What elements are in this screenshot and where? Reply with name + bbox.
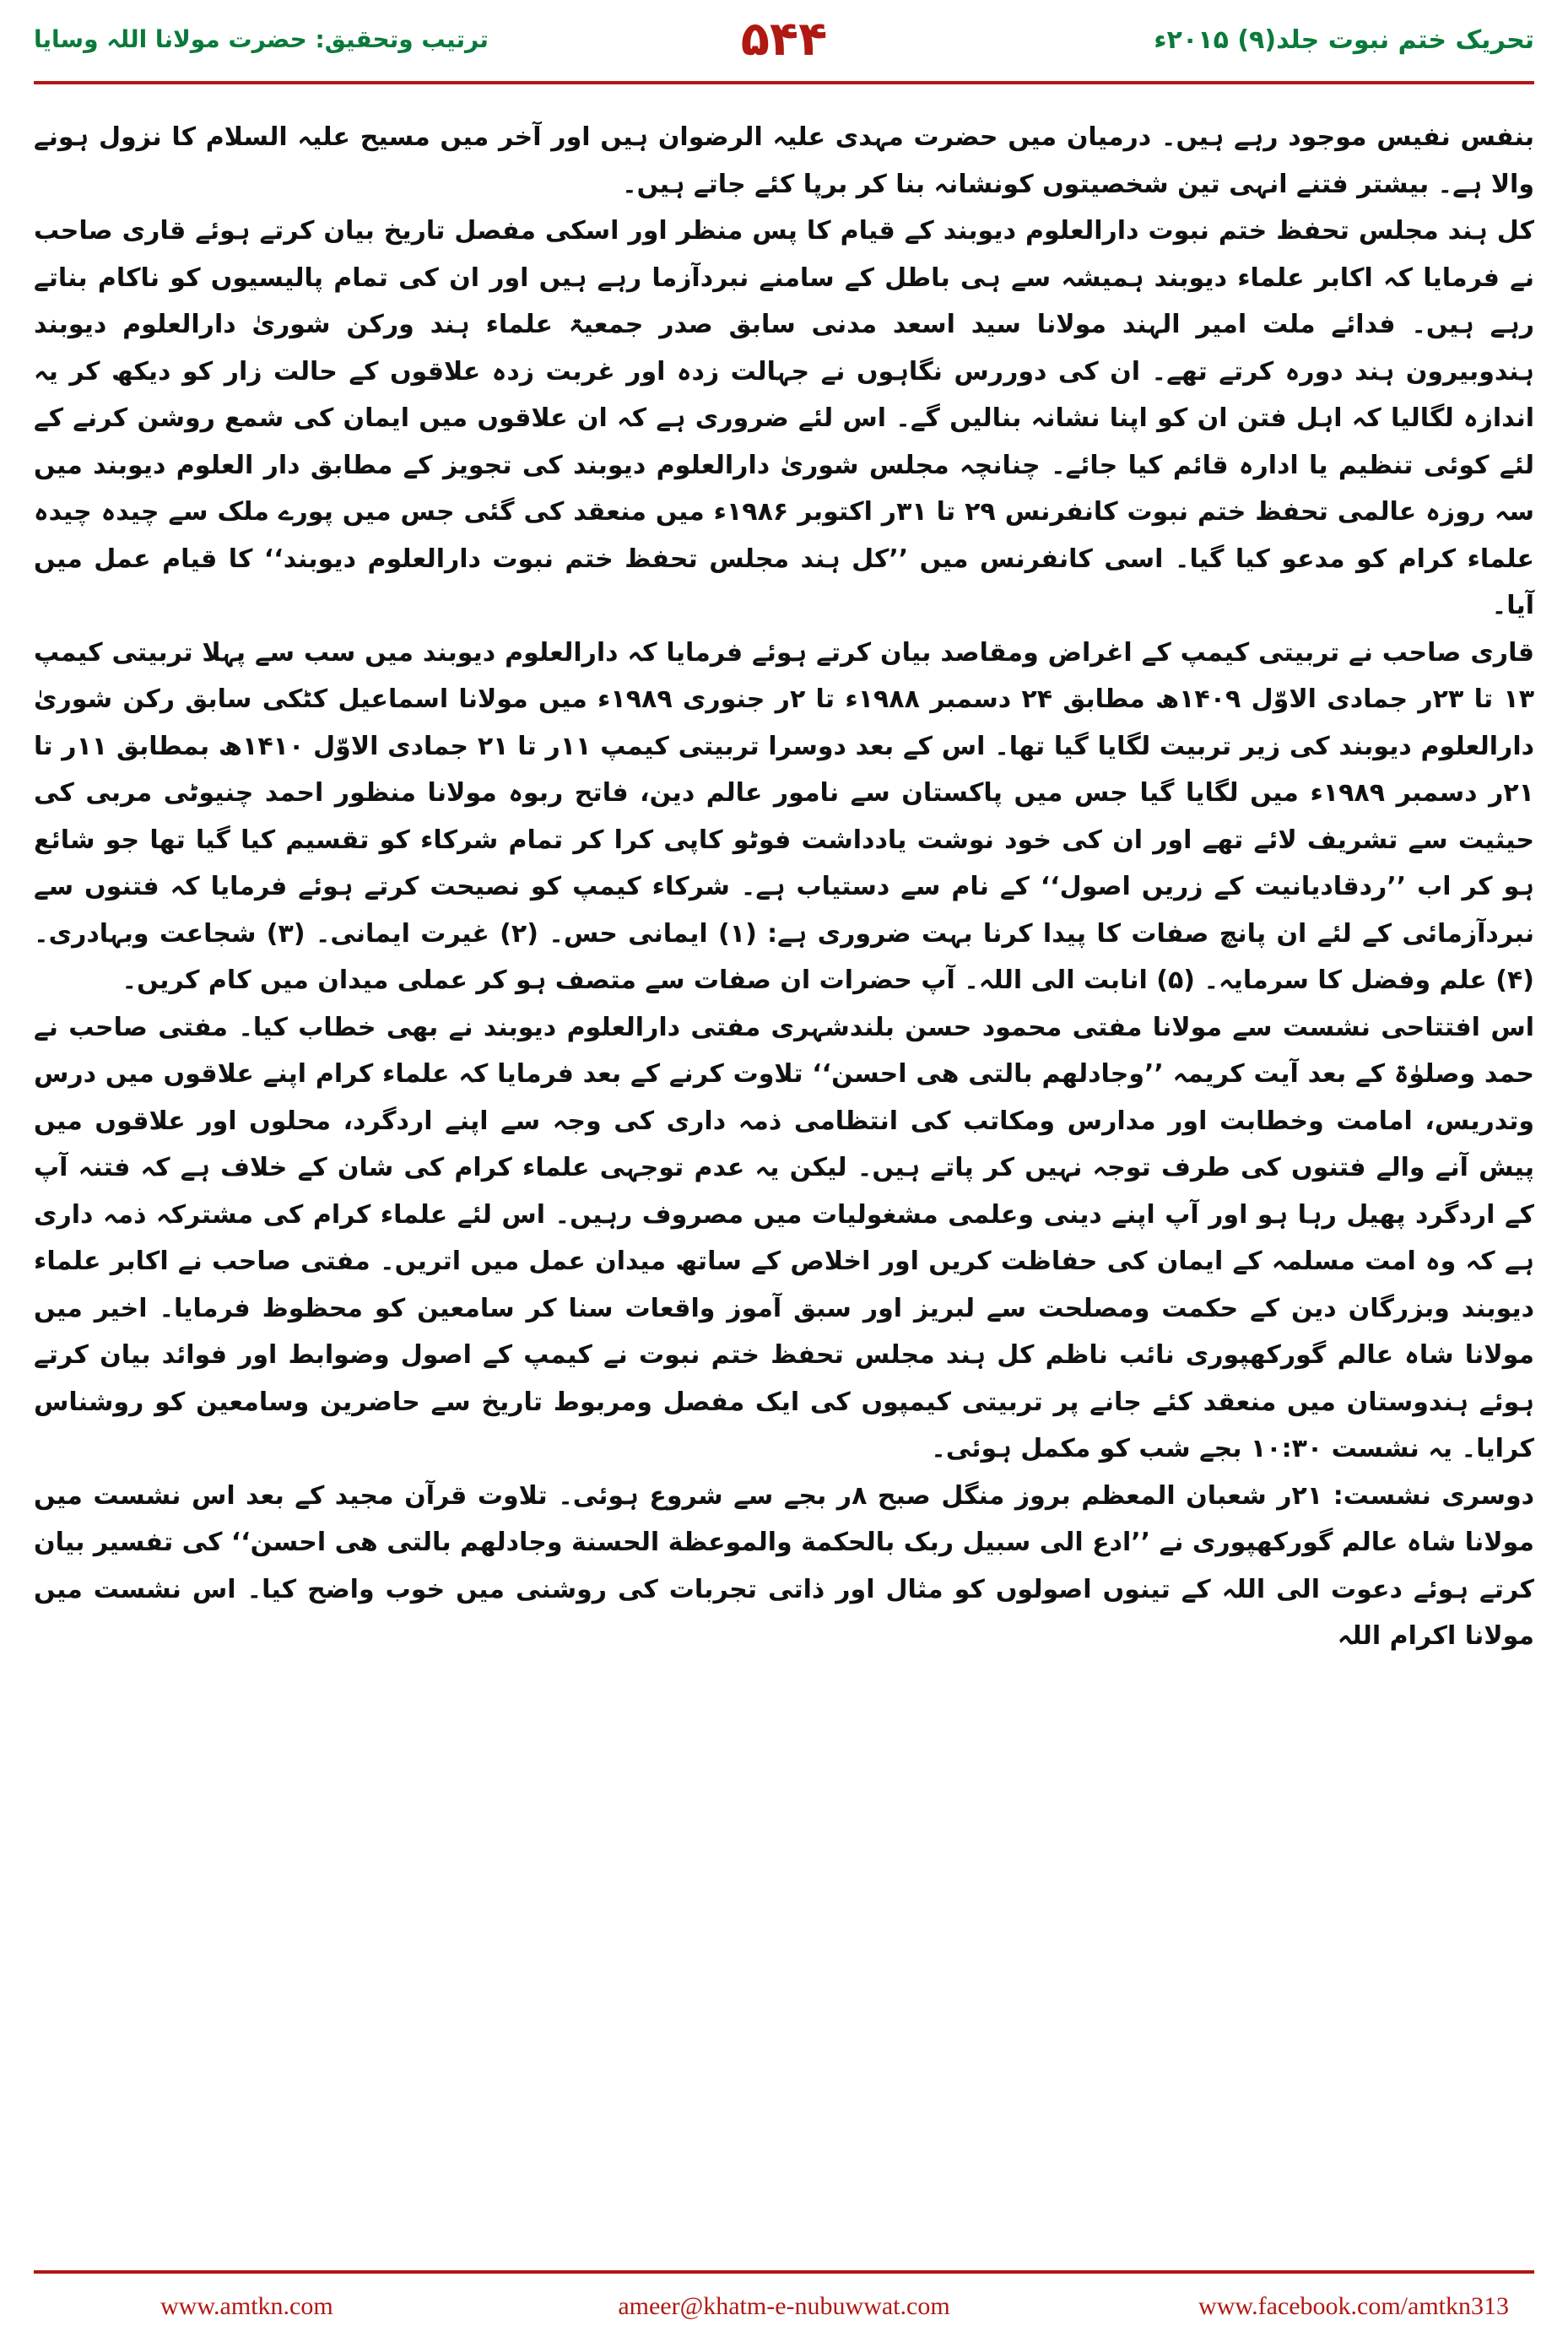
footer-divider xyxy=(34,2270,1534,2274)
paragraph-4: اس افتتاحی نشست سے مولانا مفتی محمود حسن بلندشہری مفتی دارالعلوم دیوبند نے بھی خطاب کیا۔ مفتی صاحب نے حمد وصلوٰۃ کے بعد آیت کریمہ ’’وجادلهم بالتی هی احسن‘‘ تلاوت کرنے کے بعد فرمایا کہ علماء کرام اپنے علاقوں میں درس وتدریس، امامت وخطابت اور مدارس ومکاتب کی انتظامی ذمہ داری کی وجہ سے اپنے اردگرد، محلوں اور علاقوں میں پیش آنے والے فتنوں کی طرف توجہ نہیں کر پاتے ہیں۔ لیکن یہ عدم توجہی علماء کرام کی شان کے خلاف ہے کہ فتنہ آپ کے اردگرد پھیل رہا ہو اور آپ اپنے دینی وعلمی مشغولیات میں مصروف رہیں۔ اس لئے علماء کرام کی مشترکہ ذمہ داری ہے کہ وہ امت مسلمہ کے ایمان کی حفاظت کریں اور اخلاص کے ساتھ میدان عمل میں اتریں۔ مفتی صاحب نے اکابر علماء دیوبند وبزرگان دین کے حکمت ومصلحت سے لبریز اور سبق آموز واقعات سنا کر سامعین کو محظوظ فرمایا۔ اخیر میں مولانا شاہ عالم گورکھپوری نائب ناظم کل ہند مجلس تحفظ ختم نبوت نے کیمپ کے اصول وضوابط اور فوائد بیان کرتے ہوئے ہندوستان میں منعقد کئے جانے پر تربیتی کیمپوں کی ایک مفصل ومربوط تاریخ سے حاضرین وسامعین کو روشناس کرایا۔ یہ نشست ۱۰:۳۰ بجے شب کو مکمل ہوئی۔ xyxy=(34,1012,1534,1463)
page-header xyxy=(34,0,1534,84)
series-title: تحریک ختم نبوت جلد(۹) ۲۰۱۵ء xyxy=(1154,25,1534,55)
article-body xyxy=(34,114,1534,2262)
paragraph-1: بنفس نفیس موجود رہے ہیں۔ درمیان میں حضرت مہدی علیہ الرضوان ہیں اور آخر میں مسیح علیہ السلام کا نزول ہونے والا ہے۔ بیشتر فتنے انہی تین شخصیتوں کونشانہ بنا کر برپا کئے جاتے ہیں۔ xyxy=(34,122,1534,199)
email-link[interactable]: ameer@khatm-e-nubuwwat.com xyxy=(618,2292,950,2320)
page-number: ۵۴۴ xyxy=(740,12,828,67)
paragraph-3: قاری صاحب نے تربیتی کیمپ کے اغراض ومقاصد بیان کرتے ہوئے فرمایا کہ دارالعلوم دیوبند میں سب سے پہلا تربیتی کیمپ ۱۳ تا ۲۳ر جمادی الاوّل ۱۴۰۹ھ مطابق ۲۴ دسمبر ۱۹۸۸ء تا ۲ر جنوری ۱۹۸۹ء میں مولانا اسماعیل کٹکی سابق رکن شوریٰ دارالعلوم دیوبند کی زیر تربیت لگایا گیا تھا۔ اس کے بعد دوسرا تربیتی کیمپ ۱۱ر تا ۲۱ جمادی الاوّل ۱۴۱۰ھ بمطابق ۱۱ر تا ۲۱ر دسمبر ۱۹۸۹ء میں لگایا گیا جس میں پاکستان سے نامور عالم دین، فاتح ربوہ مولانا منظور احمد چنیوٹی مربی کی حیثیت سے تشریف لائے تھے اور ان کی خود نوشت یادداشت فوٹو کاپی کرا کر تمام شرکاء کو تقسیم کیا گیا تھا جو شائع ہو کر اب ’’ردقادیانیت کے زریں اصول‘‘ کے نام سے دستیاب ہے۔ شرکاء کیمپ کو نصیحت کرتے ہوئے فرمایا کہ فتنوں سے نبردآزمائی کے لئے ان پانچ صفات کا پیدا کرنا بہت ضروری ہے: (۱) ایمانی حس۔ (۲) غیرت ایمانی۔ (۳) شجاعت وبہادری۔ (۴) علم وفضل کا سرمایہ۔ (۵) انابت الی اللہ۔ آپ حضرات ان صفات سے متصف ہو کر عملی میدان میں کام کریں۔ xyxy=(34,637,1535,995)
facebook-link[interactable]: www.facebook.com/amtkn313 xyxy=(1198,2292,1509,2320)
page-footer xyxy=(34,2270,1534,2342)
paragraph-5: دوسری نشست: ۲۱ر شعبان المعظم بروز منگل صبح ۸ر بجے سے شروع ہوئی۔ تلاوت قرآن مجید کے بعد اس نشست میں مولانا شاہ عالم گورکھپوری نے ’’ادع الی سبیل ربک بالحکمة والموعظة الحسنة وجادلهم بالتی هی احسن‘‘ کی تفسیر بیان کرتے ہوئے دعوت الی اللہ کے تینوں اصولوں کو مثال اور ذاتی تجربات کی روشنی میں خوب واضح کیا۔ اس نشست میں مولانا اکرام اللہ xyxy=(34,1480,1535,1651)
header-divider xyxy=(34,81,1534,84)
website-link[interactable]: www.amtkn.com xyxy=(160,2292,333,2320)
paragraph-2: کل ہند مجلس تحفظ ختم نبوت دارالعلوم دیوبند کے قیام کا پس منظر اور اسکی مفصل تاریخ بیان کرتے ہوئے قاری صاحب نے فرمایا کہ اکابر علماء دیوبند ہمیشہ سے ہی باطل کے سامنے نبردآزما رہے ہیں اور ان کی تمام پالیسیوں کو ناکام بناتے رہے ہیں۔ فدائے ملت امیر الہند مولانا سید اسعد مدنی سابق صدر جمعیۃ علماء ہند ورکن شوریٰ دارالعلوم دیوبند ہندوبیرون ہند دورہ کرتے تھے۔ ان کی دوررس نگاہوں نے جہالت زدہ اور غربت زدہ علاقوں کے حالت زار کو دیکھ کر یہ اندازہ لگالیا کہ اہل فتن ان کو اپنا نشانہ بنالیں گے۔ اس لئے ضروری ہے کہ ان علاقوں میں ایمان کی شمع روشن کرنے کے لئے کوئی تنظیم یا ادارہ قائم کیا جائے۔ چنانچہ مجلس شوریٰ دارالعلوم دیوبند کی تجویز کے مطابق دار العلوم دیوبند میں سہ روزہ عالمی تحفظ ختم نبوت کانفرنس ۲۹ تا ۳۱ر اکتوبر ۱۹۸۶ء میں منعقد کی گئی جس میں پورے ملک سے چیدہ چیدہ علماء کرام کو مدعو کیا گیا۔ اسی کانفرنس میں ’’کل ہند مجلس تحفظ ختم نبوت دارالعلوم دیوبند‘‘ کا قیام عمل میں آیا۔ xyxy=(34,216,1535,620)
compiler-credit: ترتیب وتحقیق: حضرت مولانا اللہ وسایا xyxy=(34,25,489,53)
